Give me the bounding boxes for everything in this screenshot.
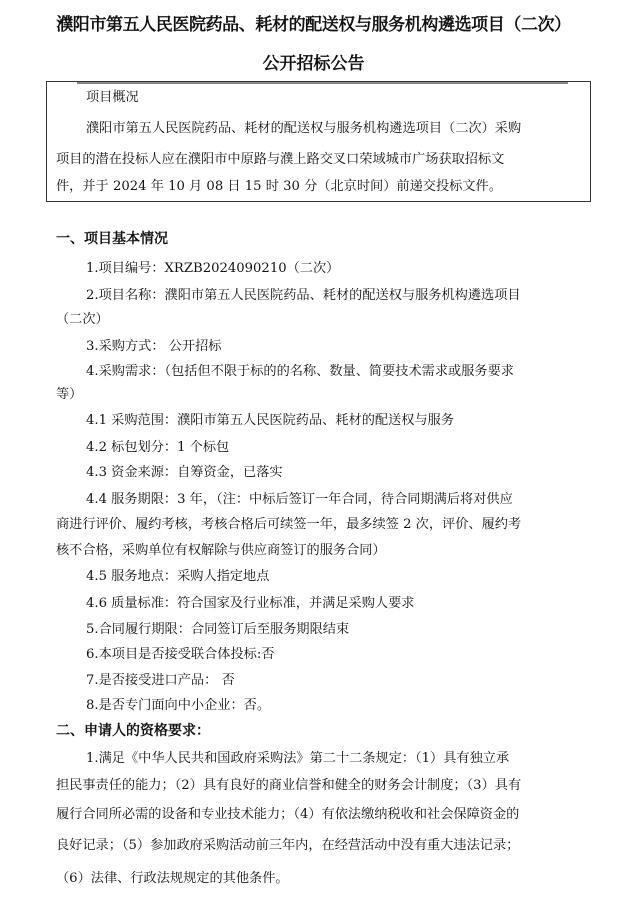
s2-line-4: 良好记录；（5）参加政府采购活动前三年内，在经营活动中没有重大违法记录； [56, 838, 520, 853]
s1-line-12: 核不合格，采购单位有权解除与供应商签订的服务合同） [56, 543, 386, 558]
s2-line-1: 1.满足《中华人民共和国政府采购法》第二十二条规定：（1）具有独立承 [86, 751, 510, 766]
s1-line-6: 等） [56, 387, 83, 402]
s2-line-3: 履行合同所必需的设备和专业技术能力；（4）有依法缴纳税收和社会保障资金的 [56, 807, 520, 822]
overview-line-1: 濮阳市第五人民医院药品、耗材的配送权与服务机构遴选项目（二次）采购 [86, 121, 522, 136]
s1-line-1: 1.项目编号：XRZB2024090210（二次） [86, 261, 340, 276]
overview-line-2: 项目的潜在投标人应在濮阳市中原路与濮上路交叉口荣域城市广场获取招标文 [56, 152, 505, 167]
s1-line-5: 4.采购需求：（包括但不限于标的的名称、数量、简要技术需求或服务要求 [86, 364, 514, 379]
s1-line-8: 4.2 标包划分：1 个标包 [86, 440, 230, 455]
s1-line-9: 4.3 资金来源：自筹资金，已落实 [86, 465, 283, 480]
s1-line-3: （二次） [56, 312, 109, 327]
document-subtitle: 公开招标公告 [262, 54, 365, 74]
s1-line-10: 4.4 服务期限：3 年，（注：中标后签订一年合同，待合同期满后将对供应 [86, 492, 513, 507]
s1-line-7: 4.1 采购范围：濮阳市第五人民医院药品、耗材的配送权与服务 [86, 413, 455, 428]
s1-line-11: 商进行评价、履约考核，考核合格后可续签一年，最多续签 2 次，评价、履约考 [56, 517, 522, 532]
s1-line-4: 3.采购方式： 公开招标 [86, 339, 222, 354]
section-1-heading: 一、项目基本情况 [56, 231, 168, 247]
s1-line-13: 4.5 服务地点：采购人指定地点 [86, 569, 270, 584]
overview-top-bar [77, 82, 568, 84]
s2-line-5: （6）法律、行政法规规定的其他条件。 [56, 871, 289, 886]
overview-line-3: 件，并于 2024 年 10 月 08 日 15 时 30 分（北京时间）前递交投标文件。 [56, 179, 502, 194]
overview-label: 项目概况 [86, 90, 139, 105]
s1-line-17: 7.是否接受进口产品： 否 [86, 673, 235, 688]
s1-line-2: 2.项目名称：濮阳市第五人民医院药品、耗材的配送权与服务机构遴选项目 [86, 288, 521, 303]
s2-line-2: 担民事责任的能力；（2）具有良好的商业信誉和健全的财务会计制度；（3）具有 [56, 778, 522, 793]
s1-line-14: 4.6 质量标准：符合国家及行业标准，并满足采购人要求 [86, 596, 415, 611]
document-title: 濮阳市第五人民医院药品、耗材的配送权与服务机构遴选项目（二次） [56, 15, 571, 35]
s1-line-18: 8.是否专门面向中小企业：否。 [86, 698, 271, 713]
s1-line-15: 5.合同履行期限：合同签订后至服务期限结束 [86, 622, 350, 637]
s1-line-16: 6.本项目是否接受联合体投标:否 [86, 647, 275, 662]
section-2-heading: 二、申请人的资格要求： [56, 723, 210, 739]
